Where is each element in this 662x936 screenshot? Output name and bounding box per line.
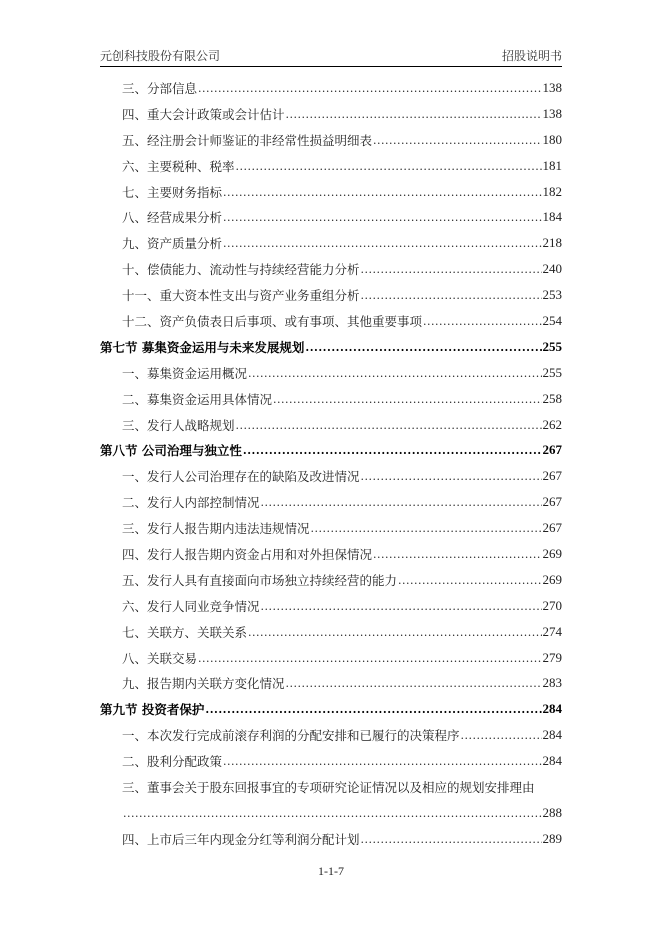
toc-entry[interactable]: [100, 386, 562, 412]
toc-entry-page: 269: [542, 571, 562, 587]
toc-entry[interactable]: [100, 127, 562, 153]
toc-entry-title: 九、报告期内关联方变化情况: [122, 676, 285, 692]
dot-leader: [398, 573, 541, 587]
toc-entry-title: 三、分部信息: [122, 80, 198, 96]
toc-entry[interactable]: [100, 800, 562, 826]
toc-entry-title: 十二、资产负债表日后事项、或有事项、其他重要事项: [122, 313, 423, 329]
toc-entry-title: 十、偿债能力、流动性与持续经营能力分析: [122, 262, 360, 278]
toc-entry[interactable]: [100, 204, 562, 230]
dot-leader: [248, 366, 541, 380]
toc-entry-page: 284: [542, 701, 562, 717]
dot-leader: [205, 702, 541, 716]
dot-leader: [223, 185, 541, 199]
toc-entry-page: 138: [542, 79, 562, 95]
header-company: 元创科技股份有限公司: [100, 49, 221, 63]
toc-entry-title: 七、主要财务指标: [122, 184, 223, 200]
toc-entry-title: 四、发行人报告期内资金占用和对外担保情况: [122, 546, 373, 562]
toc-entry-page: 288: [542, 804, 562, 820]
toc-entry[interactable]: [100, 179, 562, 205]
toc-entry-title: 四、重大会计政策或会计估计: [122, 106, 285, 122]
dot-leader: [243, 443, 542, 457]
table-of-contents: [100, 75, 562, 852]
toc-entry[interactable]: [100, 75, 562, 101]
toc-entry-title: 第九节 投资者保护: [100, 702, 205, 718]
page-number: 1-1-7: [318, 864, 344, 878]
toc-entry-title: 八、关联交易: [122, 650, 198, 666]
toc-entry-title: 七、关联方、关联关系: [122, 624, 248, 640]
page-header: [100, 46, 562, 67]
toc-entry-title: 第七节 募集资金运用与未来发展规划: [100, 339, 305, 355]
toc-entry[interactable]: [100, 308, 562, 334]
dot-leader: [361, 832, 542, 846]
dot-leader: [236, 418, 542, 432]
toc-entry-page: 138: [542, 105, 562, 121]
toc-entry[interactable]: [100, 412, 562, 438]
toc-entry-title: 三、董事会关于股东回报事宜的专项研究论证情况以及相应的规划安排理由: [122, 779, 535, 795]
toc-entry-page: 269: [542, 545, 562, 561]
toc-entry-title: 三、发行人战略规划: [122, 417, 235, 433]
toc-entry[interactable]: [100, 670, 562, 696]
toc-entry-title: 八、经营成果分析: [122, 210, 223, 226]
toc-entry[interactable]: [100, 515, 562, 541]
toc-entry[interactable]: [100, 463, 562, 489]
toc-entry[interactable]: [100, 826, 562, 852]
dot-leader: [373, 547, 541, 561]
toc-entry-page: 181: [542, 157, 562, 173]
dot-leader: [373, 133, 541, 147]
dot-leader: [361, 262, 542, 276]
dot-leader: [248, 625, 541, 639]
dot-leader: [423, 314, 541, 328]
toc-entry-page: 284: [542, 727, 562, 743]
dot-leader: [305, 340, 541, 354]
toc-entry-title: 五、发行人具有直接面向市场独立持续经营的能力: [122, 572, 398, 588]
dot-leader: [311, 521, 542, 535]
toc-entry-page: 184: [542, 209, 562, 225]
dot-leader: [461, 728, 542, 742]
toc-entry-page: 270: [542, 597, 562, 613]
toc-entry[interactable]: [100, 722, 562, 748]
dot-leader: [261, 599, 542, 613]
toc-section-entry[interactable]: [100, 696, 562, 722]
toc-entry-title: 一、募集资金运用概况: [122, 365, 248, 381]
toc-entry[interactable]: [100, 153, 562, 179]
toc-entry-title: 六、发行人同业竞争情况: [122, 598, 260, 614]
toc-entry-page: 267: [542, 442, 562, 458]
dot-leader: [198, 651, 541, 665]
dot-leader: [123, 806, 542, 820]
toc-entry-page: 218: [542, 235, 562, 251]
dot-leader: [273, 392, 541, 406]
toc-entry-title: 一、本次发行完成前滚存利润的分配安排和已履行的决策程序: [122, 728, 460, 744]
toc-entry-title: 四、上市后三年内现金分红等利润分配计划: [122, 831, 360, 847]
toc-entry-page: 182: [542, 183, 562, 199]
toc-entry-page: 289: [542, 830, 562, 846]
dot-leader: [261, 495, 542, 509]
toc-entry-page: 255: [542, 338, 562, 354]
dot-leader: [223, 236, 541, 250]
toc-entry-title: 五、经注册会计师鉴证的非经常性损益明细表: [122, 132, 373, 148]
toc-section-entry[interactable]: [100, 437, 562, 463]
dot-leader: [286, 676, 542, 690]
toc-entry[interactable]: [100, 101, 562, 127]
toc-entry-title: 十一、重大资本性支出与资产业务重组分析: [122, 288, 360, 304]
toc-entry-title: 九、资产质量分析: [122, 236, 223, 252]
toc-entry[interactable]: [100, 282, 562, 308]
dot-leader: [236, 159, 542, 173]
toc-entry-page: 274: [542, 623, 562, 639]
toc-entry[interactable]: [100, 567, 562, 593]
toc-entry-page: 284: [542, 753, 562, 769]
toc-entry[interactable]: [100, 748, 562, 774]
toc-entry-title: 二、股利分配政策: [122, 754, 223, 770]
toc-entry-title: 二、募集资金运用具体情况: [122, 391, 273, 407]
toc-entry-page: 253: [542, 287, 562, 303]
toc-entry-page: 267: [542, 468, 562, 484]
toc-entry-title: 三、发行人报告期内违法违规情况: [122, 521, 310, 537]
toc-entry-page: 267: [542, 520, 562, 536]
toc-entry[interactable]: [100, 360, 562, 386]
toc-entry-page: 255: [542, 364, 562, 380]
toc-entry[interactable]: [100, 645, 562, 671]
toc-entry-page: 262: [542, 416, 562, 432]
dot-leader: [286, 107, 542, 121]
header-doc-type: 招股说明书: [501, 49, 562, 63]
toc-entry-page: 180: [542, 131, 562, 147]
toc-entry-page: 240: [542, 261, 562, 277]
dot-leader: [223, 754, 541, 768]
toc-section-entry[interactable]: [100, 334, 562, 360]
toc-entry-page: 267: [542, 494, 562, 510]
toc-entry-title: 第八节 公司治理与独立性: [100, 443, 242, 459]
toc-entry-title: 二、发行人内部控制情况: [122, 495, 260, 511]
toc-entry[interactable]: [100, 619, 562, 645]
toc-entry-page: 258: [542, 390, 562, 406]
toc-entry[interactable]: [100, 489, 562, 515]
dot-leader: [361, 469, 542, 483]
toc-entry[interactable]: [100, 541, 562, 567]
dot-leader: [198, 81, 541, 95]
toc-entry-page: 283: [542, 675, 562, 691]
toc-entry-page: 279: [542, 649, 562, 665]
toc-entry[interactable]: [100, 774, 562, 800]
toc-entry[interactable]: [100, 256, 562, 282]
dot-leader: [361, 288, 542, 302]
dot-leader: [223, 210, 541, 224]
toc-entry-title: 六、主要税种、税率: [122, 158, 235, 174]
toc-entry[interactable]: [100, 593, 562, 619]
toc-entry-page: 254: [542, 312, 562, 328]
toc-entry[interactable]: [100, 230, 562, 256]
toc-entry-title: 一、发行人公司治理存在的缺陷及改进情况: [122, 469, 360, 485]
